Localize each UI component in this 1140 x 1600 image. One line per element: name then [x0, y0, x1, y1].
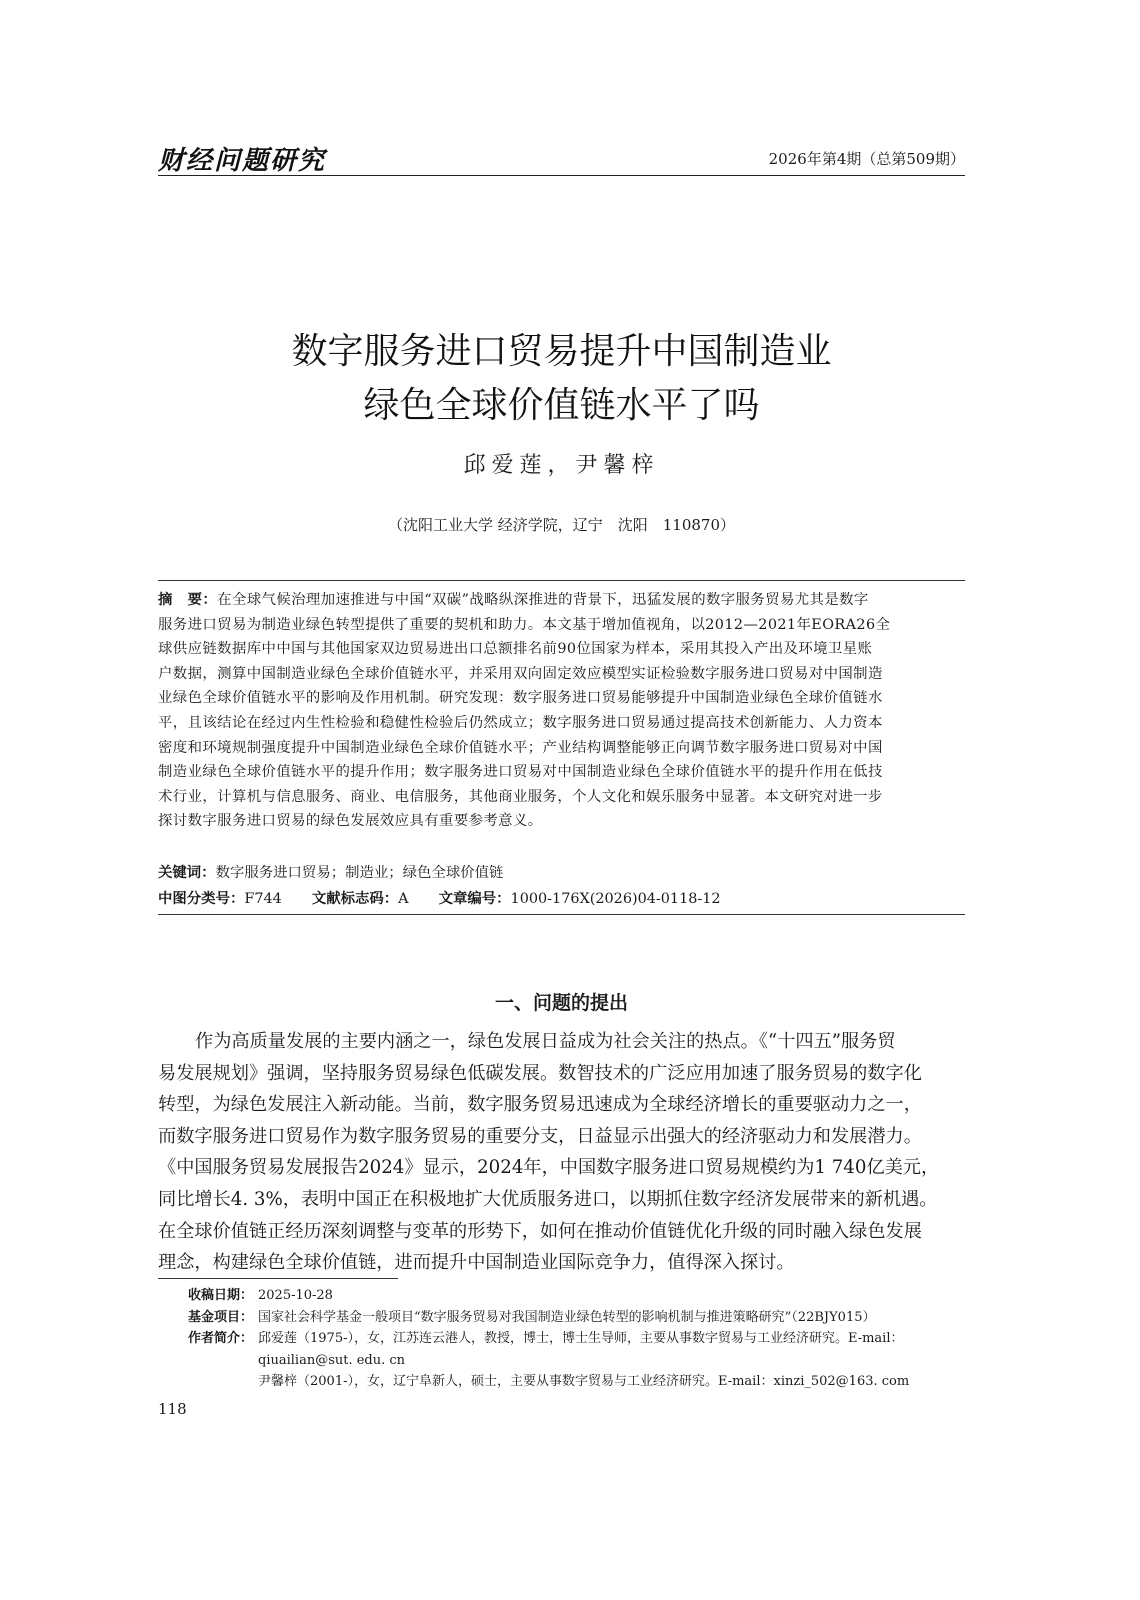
affiliation: （沈阳工业大学 经济学院，辽宁 沈阳 110870）: [387, 516, 736, 534]
article-no-value: 1000-176X(2026)04-0118-12: [510, 891, 721, 907]
abstract-bottom-rule: [158, 914, 965, 915]
section-heading: 一、问题的提出: [494, 992, 628, 1014]
abstract: [158, 588, 965, 834]
abstract-line: 探讨数字服务进口贸易的绿色发展效应具有重要参考意义。: [158, 813, 543, 830]
fund-label: 基金项目：: [188, 1309, 254, 1325]
abstract-line: 服务进口贸易为制造业绿色转型提供了重要的契机和助力。本文基于增加值视角，以2012—2021年EORA26全: [158, 616, 891, 633]
keywords: [158, 861, 965, 882]
clc-value: F744: [244, 891, 282, 907]
abstract-line: 业绿色全球价值链水平的影响及作用机制。研究发现：数字服务进口贸易能够提升中国制造业绿色全球价值链水: [158, 690, 883, 707]
classification-line: [158, 887, 965, 908]
abstract-label: 摘 要：: [158, 592, 218, 608]
abstract-line: 制造业绿色全球价值链水平的提升作用；数字服务进口贸易对中国制造业绿色全球价值链水平的提升作用在低技: [158, 764, 883, 781]
body-line: 而数字服务进口贸易作为数字服务贸易的重要分支，日益显示出强大的经济驱动力和发展潜力。: [158, 1125, 922, 1147]
body-line: 理念，构建绿色全球价值链，进而提升中国制造业国际竞争力，值得深入探讨。: [158, 1252, 795, 1274]
page-number: 118: [158, 1400, 187, 1418]
abstract-line: 术行业，计算机与信息服务、商业、电信服务，其他商业服务，个人文化和娱乐服务中显著。本文研究对进一步: [158, 788, 883, 805]
doc-code-value: A: [398, 891, 409, 907]
body-line: 易发展规划》强调，坚持服务贸易绿色低碳发展。数智技术的广泛应用加速了服务贸易的数字化: [158, 1062, 922, 1084]
abstract-line: 平，且该结论在经过内生性检验和稳健性检验后仍然成立；数字服务进口贸易通过提高技术创新能力、人力资本: [158, 714, 883, 731]
journal-logo: 财经问题研究: [158, 146, 327, 176]
section-body: [158, 1026, 965, 1279]
body-line: 同比增长4. 3%，表明中国正在积极地扩大优质服务进口，以期抓住数字经济发展带来的新机遇。: [158, 1188, 938, 1210]
issue-info: 2026年第4期（总第509期）: [768, 150, 965, 168]
abstract-line: 球供应链数据库中中国与其他国家双边贸易进出口总额排名前90位国家为样本，采用其投入产出及环境卫星账: [158, 641, 873, 658]
footnotes: [188, 1285, 968, 1393]
keywords-text: 数字服务进口贸易；制造业；绿色全球价值链: [215, 865, 504, 881]
clc-label: 中图分类号：: [158, 891, 245, 907]
article-title-line-2: 绿色全球价值链水平了吗: [363, 385, 760, 426]
bio-label: 作者简介：: [188, 1331, 254, 1346]
abstract-line: 摘 要：在全球气候治理加速推进与中国“双碳”战略纵深推进的背景下，迅猛发展的数字服务贸易尤其是数字: [158, 592, 869, 608]
body-line: 《中国服务贸易发展报告2024》显示，2024年，中国数字服务进口贸易规模约为1 740亿美元，: [158, 1157, 940, 1179]
author-bio: 作者简介： 邱爱莲（1975-），女，江苏连云港人，教授，博士，博士生导师，主要从事数字贸易与工业经济研究。E-mail：: [188, 1328, 968, 1350]
received-label: 收稿日期：: [188, 1288, 254, 1303]
author-bio-2: 尹馨梓（2001-），女，辽宁阜新人，硕士，主要从事数字贸易与工业经济研究。E-mail：xinzi_502@163. com: [258, 1374, 910, 1389]
abstract-top-rule: [158, 580, 965, 581]
fund-project: 基金项目： 国家社会科学基金一般项目“数字服务贸易对我国制造业绿色转型的影响机制与推进策略研究”（22BJY015）: [188, 1307, 968, 1329]
abstract-line: 密度和环境规制强度提升中国制造业绿色全球价值链水平；产业结构调整能够正向调节数字服务进口贸易对中国: [158, 739, 883, 756]
article-title-line-1: 数字服务进口贸易提升中国制造业: [291, 331, 832, 372]
article-no-label: 文章编号：: [438, 891, 511, 907]
authors: 邱爱莲，尹馨梓: [463, 453, 660, 478]
abstract-line: 户数据，测算中国制造业绿色全球价值链水平，并采用双向固定效应模型实证检验数字服务进口贸易对中国制造: [158, 665, 883, 682]
author-bio-email: qiuailian@sut. edu. cn: [258, 1352, 406, 1368]
body-line: 转型，为绿色发展注入新动能。当前，数字服务贸易迅速成为全球经济增长的重要驱动力之一，: [158, 1094, 922, 1116]
header-rule: [158, 175, 965, 176]
body-line: 在全球价值链正经历深刻调整与变革的形势下，如何在推动价值链优化升级的同时融入绿色发展: [158, 1220, 922, 1242]
body-line: 作为高质量发展的主要内涵之一，绿色发展日益成为社会关注的热点。《“十四五”服务贸: [195, 1031, 896, 1052]
keywords-label: 关键词：: [158, 865, 216, 881]
footnote-rule: [158, 1278, 398, 1279]
doc-code-label: 文献标志码：: [311, 891, 399, 907]
received-date: 收稿日期： 2025-10-28: [188, 1285, 968, 1307]
